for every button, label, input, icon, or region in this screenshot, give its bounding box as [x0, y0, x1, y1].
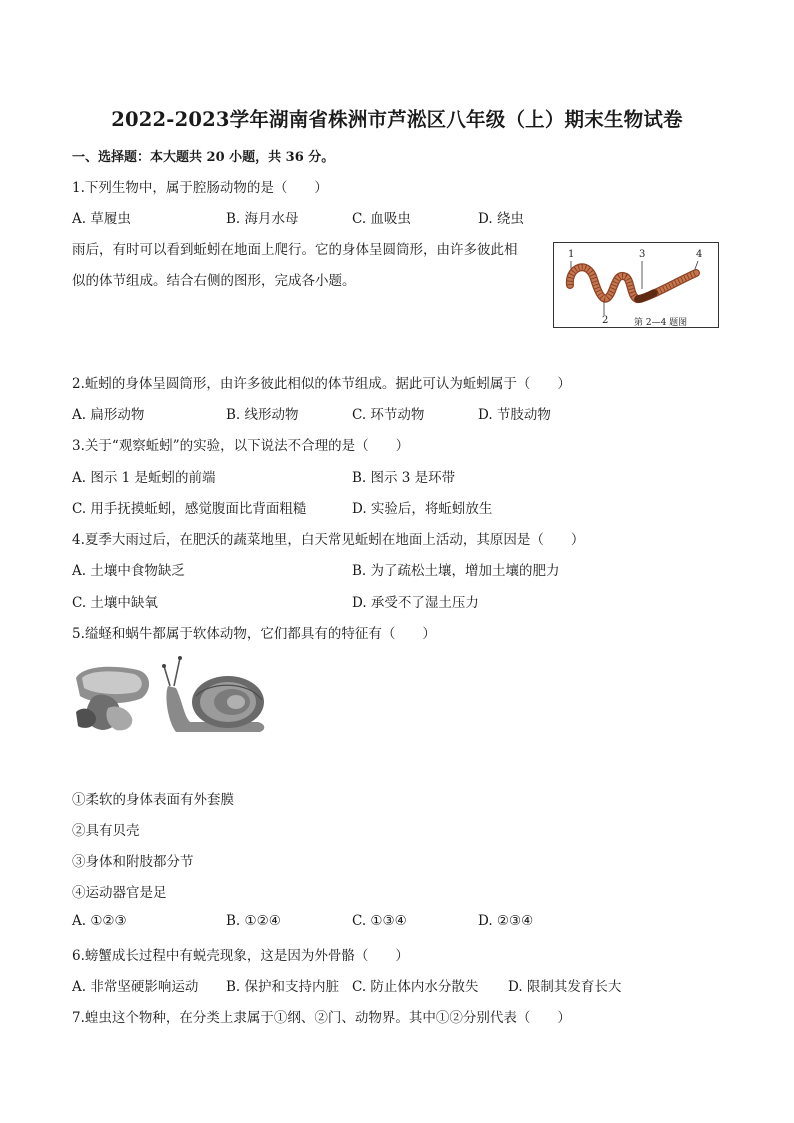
question-6-option-a: A. 非常坚硬影响运动 — [72, 979, 199, 995]
question-4-option-d: D. 承受不了湿土压力 — [352, 595, 479, 611]
question-5-option-a: A. ①②③ — [72, 913, 127, 929]
question-2-option-d: D. 节肢动物 — [478, 407, 551, 423]
question-2-option-a: A. 扁形动物 — [72, 407, 145, 423]
question-6-stem: 6.螃蟹成长过程中有蜕壳现象，这是因为外骨骼（ ） — [72, 948, 409, 964]
question-3-option-c: C. 用手抚摸蚯蚓，感觉腹面比背面粗糙 — [72, 501, 307, 517]
question-1-option-d: D. 绕虫 — [478, 211, 524, 227]
question-5-statement-4: ④运动器官是足 — [72, 885, 167, 901]
intro-line-1: 雨后，有时可以看到蚯蚓在地面上爬行。它的身体呈圆筒形，由许多彼此相 — [72, 242, 518, 258]
razor-clam-image — [76, 667, 149, 731]
question-2-option-b: B. 线形动物 — [226, 407, 299, 423]
question-5-option-c: C. ①③④ — [352, 913, 407, 929]
question-6-option-b: B. 保护和支持内脏 — [226, 979, 340, 995]
earthworm-figure — [553, 242, 719, 328]
question-1-stem: 1.下列生物中，属于腔肠动物的是（ ） — [72, 180, 328, 196]
question-3-option-a: A. 图示 1 是蚯蚓的前端 — [72, 470, 216, 486]
question-6-option-c: C. 防止体内水分散失 — [352, 979, 479, 995]
snail-image — [162, 656, 264, 732]
question-2-stem: 2.蚯蚓的身体呈圆筒形，由许多彼此相似的体节组成。据此可认为蚯蚓属于（ ） — [72, 376, 571, 392]
question-5-stem: 5.缢蛏和蜗牛都属于软体动物，它们都具有的特征有（ ） — [72, 626, 436, 642]
question-1-option-b: B. 海月水母 — [226, 211, 299, 227]
figure-label-4: 4 — [696, 249, 703, 260]
question-3-stem: 3.关于“观察蚯蚓”的实验，以下说法不合理的是（ ） — [72, 438, 410, 454]
figure-label-3: 3 — [639, 249, 646, 260]
section-heading: 一、选择题：本大题共 20 小题，共 36 分。 — [72, 150, 335, 165]
question-7-stem: 7.蝗虫这个物种，在分类上隶属于①纲、②门、动物界。其中①②分别代表（ ） — [72, 1010, 571, 1026]
question-5-statement-1: ①柔软的身体表面有外套膜 — [72, 792, 234, 808]
question-3-option-d: D. 实验后，将蚯蚓放生 — [352, 501, 493, 517]
figure-label-1: 1 — [568, 249, 575, 260]
page-title: 2022-2023学年湖南省株洲市芦淞区八年级（上）期末生物试卷 — [111, 108, 683, 131]
question-5-option-d: D. ②③④ — [478, 913, 534, 929]
question-1-option-c: C. 血吸虫 — [352, 211, 411, 227]
question-2-option-c: C. 环节动物 — [352, 407, 425, 423]
question-6-option-d: D. 限制其发育长大 — [508, 979, 622, 995]
figure-label-2: 2 — [602, 315, 609, 326]
question-5-option-b: B. ①②④ — [226, 913, 281, 929]
question-4-option-a: A. 土壤中食物缺乏 — [72, 563, 185, 579]
question-5-statement-2: ②具有贝壳 — [72, 823, 140, 839]
question-4-option-c: C. 土壤中缺氧 — [72, 595, 158, 611]
question-4-stem: 4.夏季大雨过后，在肥沃的蔬菜地里，白天常见蚯蚓在地面上活动，其原因是（ ） — [72, 532, 585, 548]
question-5-statement-3: ③身体和附肢都分节 — [72, 854, 194, 870]
question-4-option-b: B. 为了疏松土壤，增加土壤的肥力 — [352, 563, 560, 579]
figure-caption: 第 2—4 题图 — [634, 318, 688, 328]
intro-line-2: 似的体节组成。结合右侧的图形，完成各小题。 — [72, 273, 356, 289]
question-1-option-a: A. 草履虫 — [72, 211, 131, 227]
mollusc-photos — [72, 656, 272, 736]
question-3-option-b: B. 图示 3 是环带 — [352, 470, 456, 486]
